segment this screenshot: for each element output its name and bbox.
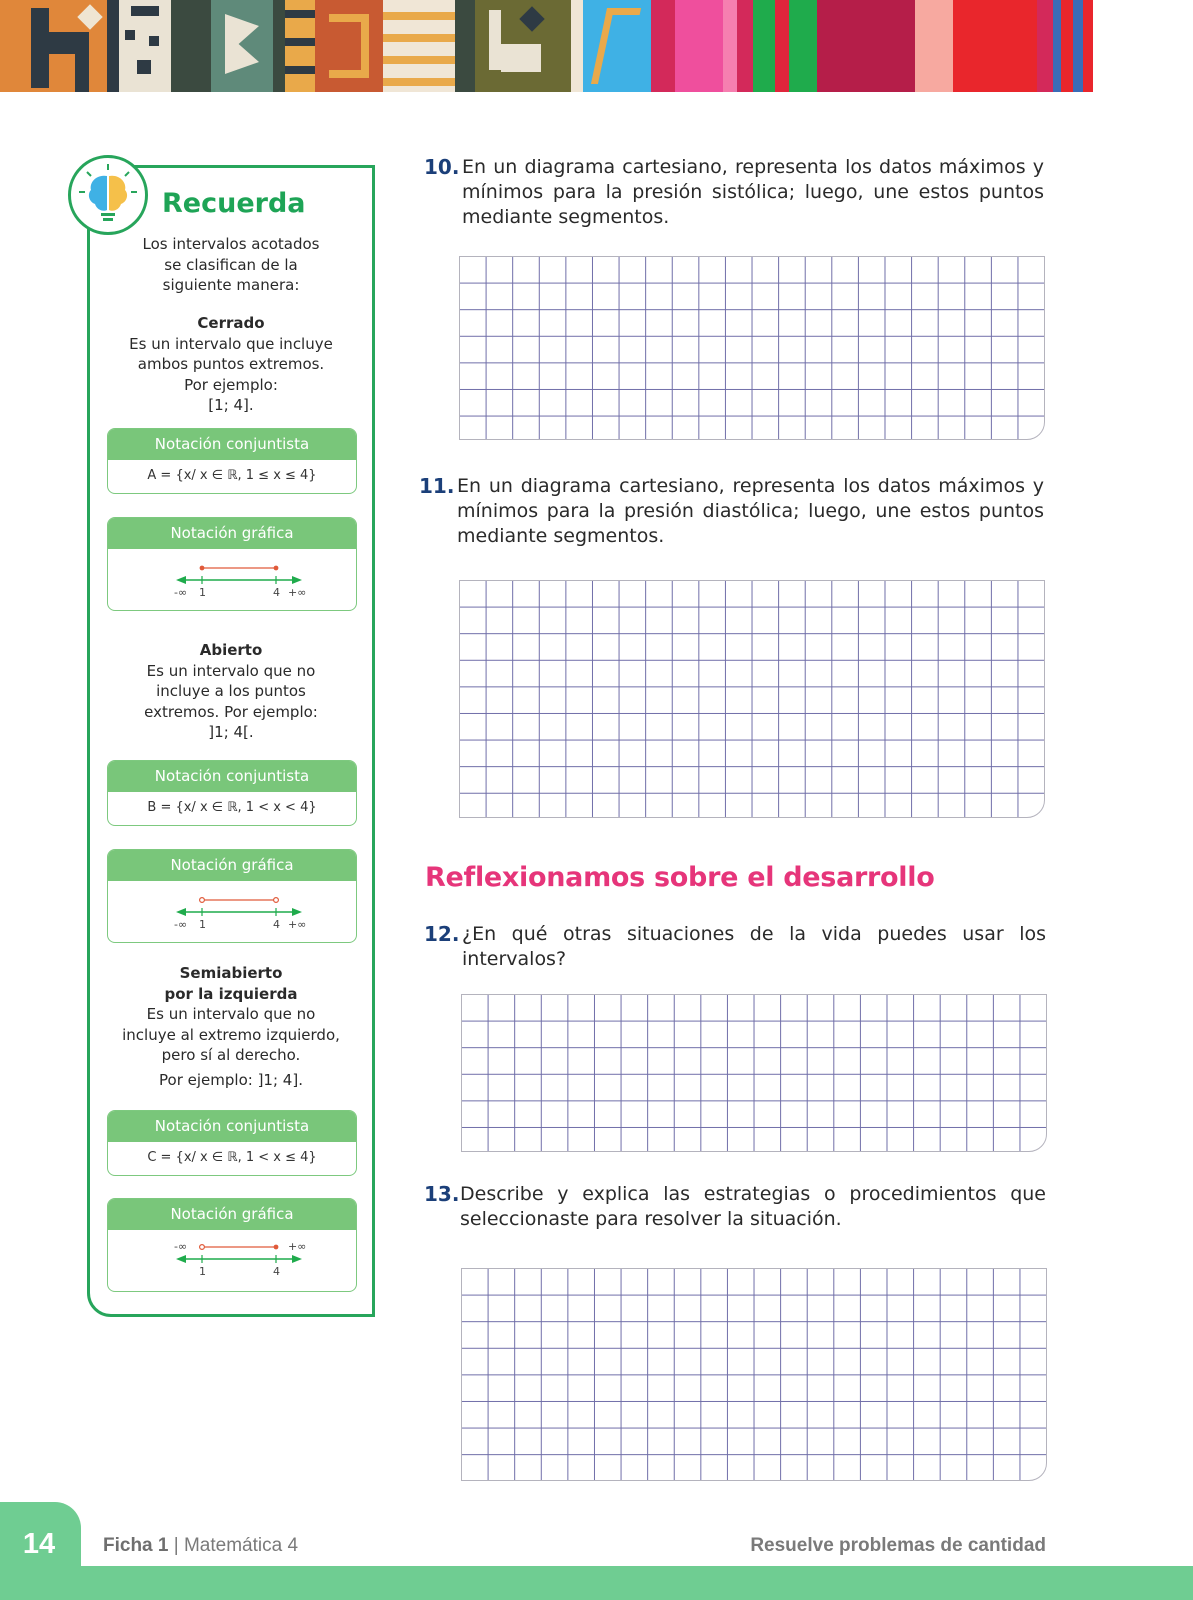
footer-ficha: Ficha 1 | Matemática 4	[103, 1535, 299, 1556]
semiabierto-heading: Semiabierto	[179, 964, 283, 982]
cerrado-number-line	[142, 549, 322, 607]
question-10-number: 10.	[424, 155, 460, 179]
svg-text:+∞: +∞	[288, 918, 307, 931]
recuerda-intro: Los intervalos acotados se clasifican de la siguiente manera:	[142, 235, 320, 294]
recuerda-box	[87, 165, 375, 1317]
brain-idea-icon	[68, 155, 148, 235]
semiabierto-number-line	[142, 1230, 322, 1288]
abierto-graph-notation: Notación gráfica -∞ 1 4 +∞	[107, 849, 357, 943]
question-12-text: ¿En qué otras situaciones de la vida puedes usar los intervalos?	[462, 923, 1046, 970]
cerrado-heading: Cerrado	[197, 314, 265, 332]
footer-bar	[0, 1566, 1193, 1600]
question-11-number: 11.	[419, 474, 455, 498]
answer-grid-12[interactable]	[461, 994, 1047, 1152]
footer-competence: Resuelve problemas de cantidad	[750, 1535, 1046, 1556]
abierto-set-notation: Notación conjuntista B = {x/ x ∈ ℝ, 1 < x < 4}	[107, 760, 357, 826]
question-11-text: En un diagrama cartesiano, representa los datos máximos y mínimos para la presión diastólica; luego, une estos puntos mediante segmentos.	[457, 475, 1044, 547]
page-number: 14	[22, 1528, 56, 1560]
semiabierto-graph-notation: Notación gráfica -∞ +∞ 1 4	[107, 1198, 357, 1292]
question-13-number: 13.	[424, 1182, 460, 1206]
svg-text:-∞: -∞	[174, 918, 188, 931]
svg-text:-∞: -∞	[174, 586, 188, 599]
cerrado-set-notation: Notación conjuntista A = {x/ x ∈ ℝ, 1 ≤ x ≤ 4}	[107, 428, 357, 494]
semiabierto-definition: Semiabierto por la izquierda Es un intervalo que no incluye al extremo izquierdo, pero sí al derecho. Por ejemplo: ]1; 4].	[122, 964, 340, 1089]
svg-text:+∞: +∞	[288, 1240, 307, 1253]
answer-grid-11[interactable]	[459, 580, 1045, 818]
svg-text:+∞: +∞	[288, 586, 307, 599]
decorative-banner	[0, 0, 1193, 92]
semiabierto-set-notation: Notación conjuntista C = {x/ x ∈ ℝ, 1 < x ≤ 4}	[107, 1110, 357, 1176]
svg-text:4: 4	[273, 918, 280, 931]
svg-text:1: 1	[199, 918, 206, 931]
abierto-heading: Abierto	[199, 641, 263, 659]
cerrado-graph-notation: Notación gráfica -∞ 1 4 +∞	[107, 517, 357, 611]
recuerda-title: Recuerda	[162, 188, 306, 219]
abierto-definition: Abierto Es un intervalo que no incluye a los puntos extremos. Por ejemplo: ]1; 4[.	[144, 641, 318, 741]
question-10-text: En un diagrama cartesiano, representa los datos máximos y mínimos para la presión sistólica; luego, une estos puntos mediante segmentos.	[462, 156, 1044, 228]
svg-text:4: 4	[273, 1265, 280, 1278]
svg-text:4: 4	[273, 586, 280, 599]
section-title-reflexionamos: Reflexionamos sobre el desarrollo	[425, 862, 935, 893]
answer-grid-13[interactable]	[461, 1268, 1047, 1481]
abierto-number-line	[142, 881, 322, 939]
svg-text:1: 1	[199, 586, 206, 599]
answer-grid-10[interactable]	[459, 256, 1045, 440]
svg-text:1: 1	[199, 1265, 206, 1278]
question-12-number: 12.	[424, 922, 460, 946]
svg-text:-∞: -∞	[174, 1240, 188, 1253]
question-13-text: Describe y explica las estrategias o procedimientos que seleccionaste para resolver la situación.	[460, 1183, 1046, 1230]
cerrado-definition: Cerrado Es un intervalo que incluye ambos puntos extremos. Por ejemplo: [1; 4].	[129, 314, 333, 414]
